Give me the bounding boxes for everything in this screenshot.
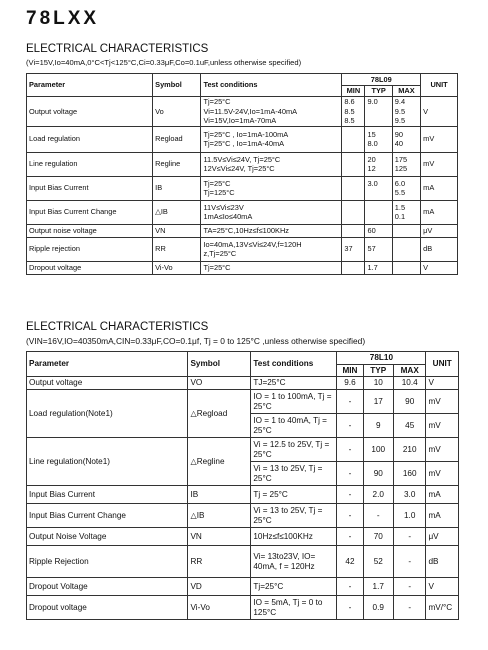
table-row — [27, 504, 459, 528]
max-value: 9.4 — [394, 97, 406, 106]
typ-value: 1.7 — [367, 262, 378, 272]
typ-cell — [365, 176, 392, 200]
typ-value — [367, 116, 389, 126]
section1-heading: ELECTRICAL CHARACTERISTICS — [26, 43, 209, 55]
unit-cell: mV — [421, 152, 458, 176]
unit-cell: mV — [426, 414, 459, 438]
typ-cell — [365, 126, 392, 152]
condition-line: TA=25°C,10Hz≤f≤100KHz — [203, 225, 289, 235]
test-conditions-cell: Vi = 13 to 25V, Tj = 25°C — [251, 462, 337, 486]
symbol-cell: Vo — [153, 97, 201, 127]
header-test-conditions: Test conditions — [201, 74, 342, 97]
parameter-cell: Load regulation(Note1) — [27, 390, 188, 438]
symbol-cell: Vi-Vo — [153, 261, 201, 274]
unit-cell: mV — [426, 390, 459, 414]
typ-cell: 10 — [363, 377, 393, 390]
typ-value: 57 — [367, 244, 376, 254]
condition-line: Tj=25°C , Io=1mA-40mA — [203, 139, 285, 149]
symbol-cell: △Regload — [188, 390, 251, 438]
header-unit: UNIT — [426, 352, 459, 377]
table-row — [27, 486, 459, 504]
condition-line: Tj=25°C , Io=1mA-100mA — [203, 129, 289, 139]
typ-value: 8.0 — [367, 139, 378, 149]
symbol-cell: △IB — [153, 200, 201, 224]
condition-line: Tj=125°C — [203, 188, 235, 198]
typ-value — [367, 107, 389, 117]
symbol-cell: Regline — [153, 152, 201, 176]
parameter-cell: Dropout voltage — [27, 596, 188, 620]
table-row — [27, 126, 458, 152]
min-value — [344, 164, 362, 174]
unit-cell: μV — [421, 224, 458, 237]
max-cell — [392, 97, 420, 127]
test-conditions-cell — [201, 152, 342, 176]
symbol-cell: VN — [188, 528, 251, 546]
symbol-cell: VO — [188, 377, 251, 390]
parameter-cell: Load regulation — [27, 126, 153, 152]
table-row — [27, 546, 459, 578]
unit-cell: mV/°C — [426, 596, 459, 620]
symbol-cell: △IB — [188, 504, 251, 528]
min-value — [344, 130, 362, 140]
table-row — [27, 596, 459, 620]
min-value — [344, 155, 362, 165]
min-value — [344, 263, 362, 273]
parameter-cell: Input Bias Current — [27, 176, 153, 200]
test-conditions-cell — [201, 224, 342, 237]
min-cell: - — [337, 486, 363, 504]
typ-cell: 2.0 — [363, 486, 393, 504]
test-conditions-cell: IO = 1 to 100mA, Tj = 25°C — [251, 390, 337, 414]
condition-line: Tj=25°C — [203, 178, 231, 188]
section2-heading: ELECTRICAL CHARACTERISTICS — [26, 321, 209, 333]
header-typ: TYP — [363, 365, 393, 377]
max-cell — [392, 126, 420, 152]
table-row — [27, 438, 459, 462]
typ-value — [367, 188, 389, 198]
table-row — [27, 152, 458, 176]
min-cell: - — [337, 528, 363, 546]
min-value — [344, 212, 362, 222]
min-value — [344, 139, 362, 149]
typ-cell — [365, 200, 392, 224]
typ-cell: 17 — [363, 390, 393, 414]
min-cell — [342, 176, 365, 200]
parameter-cell: Line regulation — [27, 152, 153, 176]
condition-line: 11V≤Vi≤23V — [203, 202, 244, 212]
header-typ: TYP — [365, 86, 392, 97]
test-conditions-cell: IO = 5mA, Tj = 0 to 125°C — [251, 596, 337, 620]
unit-cell: mA — [426, 504, 459, 528]
max-cell: 10.4 — [393, 377, 426, 390]
header-max: MAX — [393, 365, 426, 377]
table-row — [27, 200, 458, 224]
typ-cell — [365, 261, 392, 274]
table-row — [27, 224, 458, 237]
section1-conditions: (Vi=15V,Io=40mA,0°C<Tj<125°C,Ci=0.33μF,Co=0.1uF,unless otherwise specified) — [26, 58, 302, 67]
min-cell — [342, 261, 365, 274]
condition-line: Io=40mA,13V≤Vi≤24V,f=120H — [203, 239, 302, 249]
header-min: MIN — [342, 86, 365, 97]
max-value: 6.0 — [394, 178, 406, 188]
symbol-cell: RR — [188, 546, 251, 578]
max-value: 1.5 — [394, 202, 406, 212]
typ-cell — [365, 237, 392, 261]
table-row — [27, 176, 458, 200]
condition-line: Vi=15V,Io=1mA-70mA — [203, 116, 277, 126]
table-row — [27, 261, 458, 274]
min-cell: 9.6 — [337, 377, 363, 390]
min-value — [344, 179, 362, 189]
test-conditions-cell: IO = 1 to 40mA, Tj = 25°C — [251, 414, 337, 438]
parameter-cell: Output voltage — [27, 97, 153, 127]
min-value: 8.5 — [344, 106, 355, 116]
header-unit: UNIT — [421, 74, 458, 97]
max-cell: 90 — [393, 390, 426, 414]
condition-line: 1mA≤Io≤40mA — [203, 212, 253, 222]
max-cell: 3.0 — [393, 486, 426, 504]
typ-value: 20 — [367, 154, 376, 164]
unit-cell: V — [426, 578, 459, 596]
condition-line: 12V≤Vi≤24V, Tj=25°C — [203, 164, 275, 174]
min-cell: - — [337, 578, 363, 596]
max-value: 9.5 — [394, 116, 406, 126]
min-value — [344, 203, 362, 213]
min-value: 37 — [344, 244, 353, 254]
max-value: 5.5 — [394, 188, 406, 198]
header-parameter: Parameter — [27, 74, 153, 97]
min-cell — [342, 237, 365, 261]
unit-cell: V — [421, 261, 458, 274]
unit-cell: dB — [426, 546, 459, 578]
test-conditions-cell — [201, 261, 342, 274]
typ-cell — [365, 97, 392, 127]
test-conditions-cell — [201, 237, 342, 261]
max-cell: 210 — [393, 438, 426, 462]
unit-cell: V — [421, 97, 458, 127]
section2-conditions: (VIN=16V,IO=40350mA,CIN=0.33μF,CO=0.1μf, Tj = 0 to 125°C ,unless otherwise specified) — [26, 336, 366, 346]
typ-value: 15 — [367, 129, 376, 139]
header-parameter: Parameter — [27, 352, 188, 377]
parameter-cell: Input Bias Current — [27, 486, 188, 504]
symbol-cell: Regload — [153, 126, 201, 152]
typ-cell — [365, 224, 392, 237]
test-conditions-cell: Tj=25°C — [251, 578, 337, 596]
typ-cell: 52 — [363, 546, 393, 578]
symbol-cell: IB — [153, 176, 201, 200]
condition-line: z,Tj=25°C — [203, 249, 237, 259]
max-value — [395, 226, 418, 236]
condition-line: Tj=25°C — [203, 262, 231, 272]
page-title: 78LXX — [26, 8, 100, 29]
symbol-cell: Vi-Vo — [188, 596, 251, 620]
typ-cell: 70 — [363, 528, 393, 546]
typ-value: 60 — [367, 225, 376, 235]
min-cell: - — [337, 596, 363, 620]
max-value: 175 — [394, 154, 408, 164]
parameter-cell: Ripple rejection — [27, 237, 153, 261]
unit-cell: mA — [426, 486, 459, 504]
condition-line: Tj=25°C — [203, 97, 231, 106]
header-test-conditions: Test conditions — [251, 352, 337, 377]
min-cell: - — [337, 438, 363, 462]
test-conditions-cell: Tj = 25°C — [251, 486, 337, 504]
test-conditions-cell: TJ=25°C — [251, 377, 337, 390]
table-row — [27, 377, 459, 390]
table-row — [27, 237, 458, 261]
parameter-cell: Ripple Rejection — [27, 546, 188, 578]
table-78l09 — [26, 73, 458, 275]
min-cell — [342, 152, 365, 176]
max-cell: 160 — [393, 462, 426, 486]
test-conditions-cell: 10Hz≤f≤100KHz — [251, 528, 337, 546]
symbol-cell: VN — [153, 224, 201, 237]
unit-cell: V — [426, 377, 459, 390]
parameter-cell: Line regulation(Note1) — [27, 438, 188, 486]
min-cell — [342, 224, 365, 237]
max-cell: - — [393, 528, 426, 546]
table-row — [27, 390, 459, 414]
header-min: MIN — [337, 365, 363, 377]
min-cell — [342, 126, 365, 152]
unit-cell: mV — [426, 462, 459, 486]
parameter-cell: Dropout voltage — [27, 261, 153, 274]
max-cell — [392, 152, 420, 176]
max-cell — [392, 237, 420, 261]
table-row — [27, 528, 459, 546]
typ-value — [367, 203, 389, 213]
header-symbol: Symbol — [188, 352, 251, 377]
typ-value: 9.0 — [367, 97, 378, 106]
min-cell: - — [337, 462, 363, 486]
min-cell — [342, 97, 365, 127]
max-cell: - — [393, 596, 426, 620]
max-value: 40 — [394, 139, 404, 149]
test-conditions-cell — [201, 126, 342, 152]
unit-cell: dB — [421, 237, 458, 261]
max-cell: - — [393, 578, 426, 596]
max-cell — [392, 176, 420, 200]
typ-cell: - — [363, 504, 393, 528]
parameter-cell: Dropout Voltage — [27, 578, 188, 596]
min-cell: - — [337, 414, 363, 438]
max-value — [395, 244, 418, 254]
max-value — [395, 263, 418, 273]
parameter-cell: Input Bias Current Change — [27, 200, 153, 224]
typ-cell: 90 — [363, 462, 393, 486]
max-cell — [392, 200, 420, 224]
table-78l10 — [26, 351, 459, 620]
max-value: 0.1 — [394, 212, 406, 222]
typ-cell: 9 — [363, 414, 393, 438]
table-row — [27, 97, 458, 127]
max-cell — [392, 261, 420, 274]
max-cell: - — [393, 546, 426, 578]
typ-value — [367, 212, 389, 222]
min-value: 8.5 — [344, 116, 355, 126]
max-value: 125 — [394, 164, 408, 174]
header-max: MAX — [392, 86, 420, 97]
test-conditions-cell — [201, 200, 342, 224]
test-conditions-cell: Vi = 13 to 25V, Tj = 25°C — [251, 504, 337, 528]
min-cell — [342, 200, 365, 224]
parameter-cell: Output voltage — [27, 377, 188, 390]
symbol-cell: △Regline — [188, 438, 251, 486]
unit-cell: mA — [421, 200, 458, 224]
max-cell: 1.0 — [393, 504, 426, 528]
typ-cell: 1.7 — [363, 578, 393, 596]
unit-cell: mV — [426, 438, 459, 462]
symbol-cell: IB — [188, 486, 251, 504]
test-conditions-cell — [201, 176, 342, 200]
min-value: 8.6 — [344, 97, 355, 106]
condition-line: Vi=11.5V-24V,Io=1mA-40mA — [203, 106, 298, 116]
test-conditions-cell — [201, 97, 342, 127]
unit-cell: mA — [421, 176, 458, 200]
typ-value: 3.0 — [367, 178, 378, 188]
header-device: 78L10 — [337, 352, 426, 365]
parameter-cell: Output noise voltage — [27, 224, 153, 237]
min-value — [344, 188, 362, 198]
typ-cell: 0.9 — [363, 596, 393, 620]
typ-cell — [365, 152, 392, 176]
condition-line: 11.5V≤Vi≤24V, Tj=25°C — [203, 154, 281, 164]
max-cell — [392, 224, 420, 237]
parameter-cell: Output Noise Voltage — [27, 528, 188, 546]
header-symbol: Symbol — [153, 74, 201, 97]
min-cell: 42 — [337, 546, 363, 578]
symbol-cell: RR — [153, 237, 201, 261]
typ-cell: 100 — [363, 438, 393, 462]
max-cell: 45 — [393, 414, 426, 438]
test-conditions-cell: Vi= 13to23V, IO= 40mA, f = 120Hz — [251, 546, 337, 578]
symbol-cell: VD — [188, 578, 251, 596]
unit-cell: μV — [426, 528, 459, 546]
min-cell: - — [337, 390, 363, 414]
header-device: 78L09 — [342, 74, 421, 86]
min-value — [344, 226, 362, 236]
parameter-cell: Input Bias Current Change — [27, 504, 188, 528]
min-cell: - — [337, 504, 363, 528]
max-value: 90 — [394, 129, 404, 139]
table-row — [27, 578, 459, 596]
max-value: 9.5 — [394, 106, 406, 116]
unit-cell: mV — [421, 126, 458, 152]
typ-value: 12 — [367, 164, 376, 174]
test-conditions-cell: Vi = 12.5 to 25V, Tj = 25°C — [251, 438, 337, 462]
